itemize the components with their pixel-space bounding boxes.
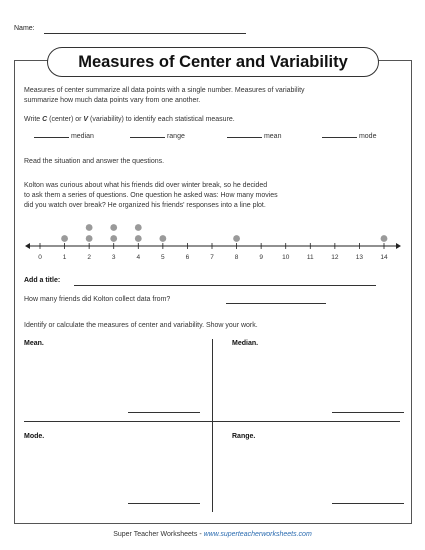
measure-item: median: [34, 133, 94, 140]
measure-item: mean: [227, 133, 281, 140]
box-divider-vertical: [212, 339, 213, 512]
add-title-label: Add a title:: [24, 277, 61, 284]
footer-link[interactable]: www.superteacherworksheets.com: [203, 531, 312, 538]
mode-label: Mode.: [24, 433, 45, 440]
situation-text: Kolton was curious about what his friends did over winter break, so he decided to ask them a series of questions. One question he asked was: How many movies did you watch over break? He organized his friends' responses into a line plot.: [24, 182, 278, 209]
data-dot: [86, 235, 93, 242]
identify-prompt: Identify or calculate the measures of center and variability. Show your work.: [24, 322, 258, 329]
name-label: Name:: [14, 25, 35, 32]
axis-tick-label: 9: [259, 254, 263, 261]
range-answer-line[interactable]: [332, 503, 404, 504]
mean-label: Mean.: [24, 340, 44, 347]
friends-question: How many friends did Kolton collect data from?: [24, 296, 171, 303]
instruction-text: Write C (center) or V (variability) to identify each statistical measure.: [24, 116, 235, 123]
mean-answer-line[interactable]: [128, 412, 200, 413]
data-dot: [381, 235, 388, 242]
intro-line: summarize how much data points vary from one another.: [24, 96, 201, 104]
measure-item: mode: [322, 133, 376, 140]
answer-blank[interactable]: [130, 137, 165, 138]
axis-tick-label: 12: [331, 254, 339, 261]
axis-tick-label: 3: [111, 254, 116, 261]
axis-tick-label: 4: [136, 254, 141, 261]
footer-brand: Super Teacher Worksheets: [113, 531, 198, 538]
axis-tick-label: 8: [234, 254, 239, 261]
intro-line: Measures of center summarize all data points with a single number. Measures of variability: [24, 87, 305, 94]
answer-blank[interactable]: [322, 137, 357, 138]
measure-item: range: [130, 133, 185, 140]
friends-answer-line[interactable]: [226, 303, 326, 304]
median-label: Median.: [232, 340, 259, 347]
line-plot: [22, 220, 406, 270]
data-dot: [86, 224, 93, 231]
axis-tick-label: 13: [355, 254, 364, 261]
axis-tick-label: 0: [38, 254, 42, 261]
data-dot: [135, 235, 142, 242]
median-answer-line[interactable]: [332, 412, 404, 413]
data-dot: [159, 235, 166, 242]
axis-arrow-right-icon: [396, 243, 401, 249]
intro-text: [24, 86, 404, 106]
page-title: Measures of Center and Variability: [78, 52, 348, 71]
range-label: Range.: [232, 433, 256, 440]
data-dot: [135, 224, 142, 231]
answer-blank[interactable]: [34, 137, 69, 138]
axis-tick-label: 14: [380, 254, 388, 261]
data-dot: [110, 224, 117, 231]
axis-tick-label: 1: [62, 254, 67, 261]
box-divider-horizontal: [24, 421, 400, 422]
axis-tick-label: 11: [306, 254, 314, 261]
title-answer-line[interactable]: [74, 285, 376, 286]
data-dot: [110, 235, 117, 242]
title-banner: [47, 47, 379, 77]
axis-tick-label: 10: [282, 254, 290, 261]
data-dot: [233, 235, 240, 242]
mode-answer-line[interactable]: [128, 503, 200, 504]
axis-arrow-left-icon: [25, 243, 30, 249]
axis-tick-label: 5: [161, 254, 165, 261]
axis-tick-label: 6: [185, 254, 190, 261]
axis-tick-label: 2: [87, 254, 91, 261]
footer: Super Teacher Worksheets - www.superteacherworksheets.com: [113, 531, 312, 538]
axis-tick-label: 7: [210, 254, 214, 261]
data-dot: [61, 235, 68, 242]
answer-blank[interactable]: [227, 137, 262, 138]
read-prompt: Read the situation and answer the questions.: [24, 158, 165, 165]
worksheet-frame: [14, 60, 412, 524]
name-blank[interactable]: [44, 33, 246, 34]
